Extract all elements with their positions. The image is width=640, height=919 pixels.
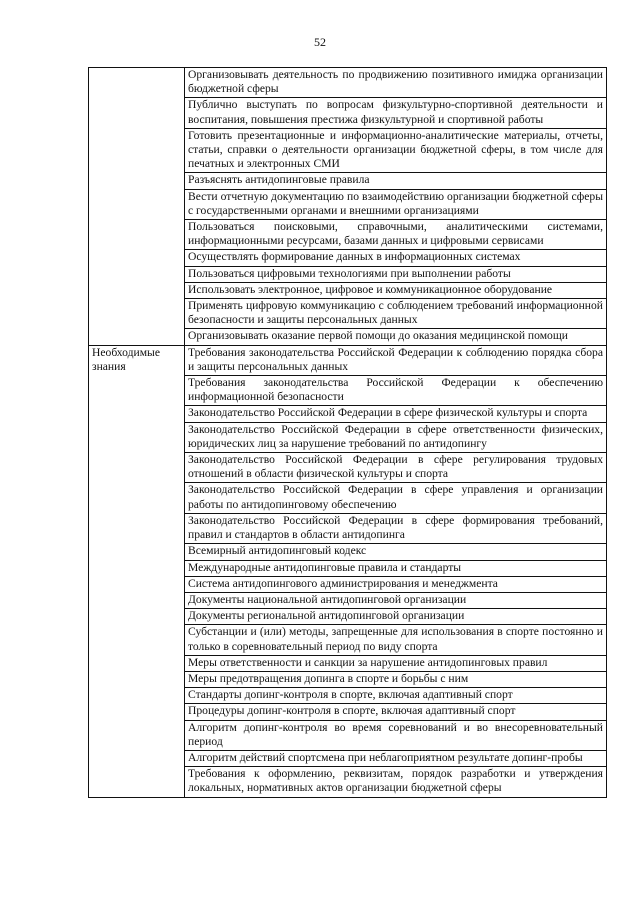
requirement-cell: Требования законодательства Российской Федерации к обеспечению информационной безопасности — [185, 376, 607, 406]
requirement-cell: Публично выступать по вопросам физкультурно-спортивной деятельности и воспитания, повышения престижа физкультурной и спортивной работы — [185, 98, 607, 128]
table-row — [89, 345, 607, 375]
requirement-cell: Субстанции и (или) методы, запрещенные для использования в спорте постоянно и только в соревновательный период по виду спорта — [185, 625, 607, 655]
requirement-cell: Применять цифровую коммуникацию с соблюдением требований информационной безопасности и защиты персональных данных — [185, 299, 607, 329]
requirement-cell: Законодательство Российской Федерации в сфере физической культуры и спорта — [185, 406, 607, 422]
requirement-cell: Готовить презентационные и информационно-аналитические материалы, отчеты, статьи, справки о деятельности организации бюджетной сферы, в том числе для печатных и электронных СМИ — [185, 128, 607, 173]
requirement-cell: Документы региональной антидопинговой организации — [185, 609, 607, 625]
requirement-cell: Всемирный антидопинговый кодекс — [185, 544, 607, 560]
section-label — [89, 68, 185, 346]
requirement-cell: Пользоваться поисковыми, справочными, аналитическими системами, информационными ресурсами, базами данных и цифровыми сервисами — [185, 220, 607, 250]
requirement-cell: Разъяснять антидопинговые правила — [185, 173, 607, 189]
requirement-cell: Требования к оформлению, реквизитам, порядок разработки и утверждения локальных, нормативных актов организации бюджетной сферы — [185, 767, 607, 797]
requirements-table-body — [89, 68, 607, 798]
requirement-cell: Меры предотвращения допинга в спорте и борьбы с ним — [185, 671, 607, 687]
requirement-cell: Законодательство Российской Федерации в сфере управления и организации работы по антидопинговому обеспечению — [185, 483, 607, 513]
requirement-cell: Законодательство Российской Федерации в сфере ответственности физических, юридических лиц за нарушение требований по антидопингу — [185, 422, 607, 452]
requirement-cell: Осуществлять формирование данных в информационных системах — [185, 250, 607, 266]
requirement-cell: Организовывать деятельность по продвижению позитивного имиджа организации бюджетной сферы — [185, 68, 607, 98]
requirement-cell: Использовать электронное, цифровое и коммуникационное оборудование — [185, 282, 607, 298]
requirement-cell: Алгоритм допинг-контроля во время соревнований и во внесоревновательный период — [185, 720, 607, 750]
requirement-cell: Вести отчетную документацию по взаимодействию организации бюджетной сферы с государственными органами и внешними организациями — [185, 189, 607, 219]
requirement-cell: Алгоритм действий спортсмена при неблагоприятном результате допинг-пробы — [185, 750, 607, 766]
page-number: 52 — [314, 35, 326, 49]
requirements-table — [88, 67, 607, 798]
requirement-cell: Процедуры допинг-контроля в спорте, включая адаптивный спорт — [185, 704, 607, 720]
section-label: Необходимые знания — [89, 345, 185, 797]
requirement-cell: Стандарты допинг-контроля в спорте, включая адаптивный спорт — [185, 688, 607, 704]
requirement-cell: Организовывать оказание первой помощи до оказания медицинской помощи — [185, 329, 607, 345]
requirement-cell: Документы национальной антидопинговой организации — [185, 592, 607, 608]
requirement-cell: Законодательство Российской Федерации в сфере регулирования трудовых отношений в области физической культуры и спорта — [185, 453, 607, 483]
requirement-cell: Требования законодательства Российской Федерации к соблюдению порядка сбора и защиты персональных данных — [185, 345, 607, 375]
requirement-cell: Пользоваться цифровыми технологиями при выполнении работы — [185, 266, 607, 282]
requirement-cell: Меры ответственности и санкции за нарушение антидопинговых правил — [185, 655, 607, 671]
table-row — [89, 68, 607, 98]
requirement-cell: Международные антидопинговые правила и стандарты — [185, 560, 607, 576]
requirement-cell: Законодательство Российской Федерации в сфере формирования требований, правил и стандартов в области антидопинга — [185, 513, 607, 543]
requirement-cell: Система антидопингового администрирования и менеджмента — [185, 576, 607, 592]
